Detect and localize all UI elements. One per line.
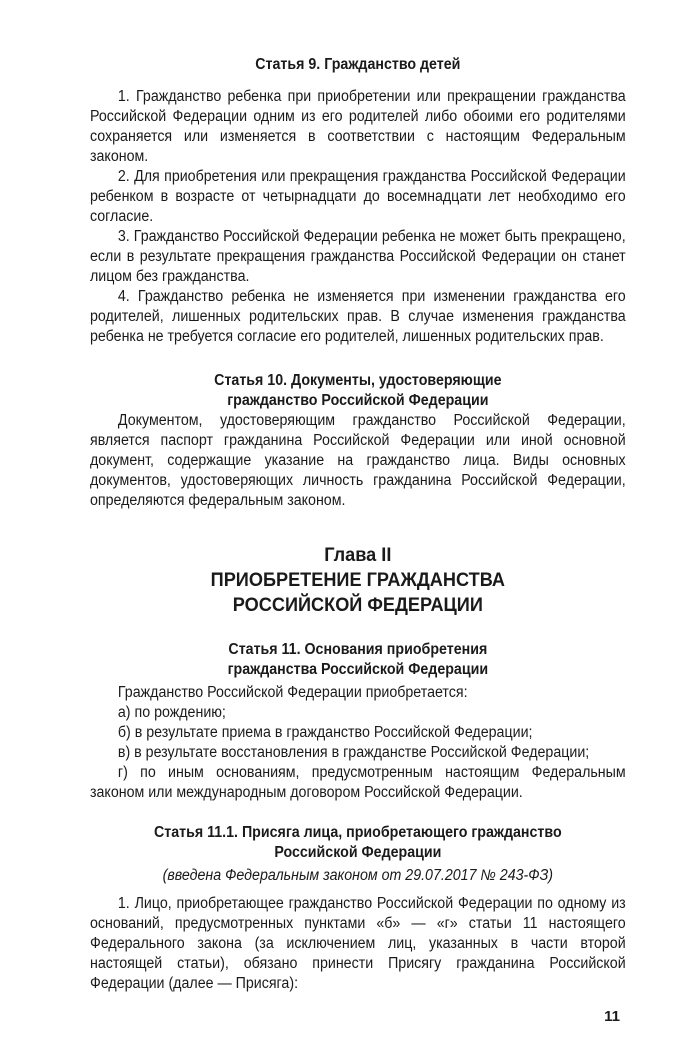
page-number: 11 (604, 1008, 620, 1025)
article-11-item-a: а) по рождению; (117, 704, 226, 721)
article-11-item-v: в) в результате восстановления в гражданстве Российской Федерации; (117, 744, 590, 761)
article-11-item-b: б) в результате приема в гражданство Российской Федерации; (117, 724, 533, 741)
article-9-paragraph-4: 4. Гражданство ребенка не изменяется при изменении гражданства его родителей, лишенных родительских прав. В случае изменения гражданства ребенка не требуется согласие его родителей, лишенных родительских прав. (90, 288, 626, 345)
article-9-heading: Статья 9. Гражданство детей (255, 56, 461, 73)
article-11-1-paragraph-1: 1. Лицо, приобретающее гражданство Российской Федерации по одному из оснований, предусмотренных пунктами «б» — «г» статьи 11 настоящего Федерального закона (за исключением лиц, указанных в части второй настоящей статьи), обязано принести Присягу гражданина Российской Федерации (далее — Присяга): (90, 895, 626, 992)
article-11-1-heading-line-1: Статья 11.1. Присяга лица, приобретающего гражданство (154, 824, 562, 841)
chapter-number: Глава II (324, 544, 392, 566)
page-content (90, 0, 626, 994)
article-11-heading-line-1: Статья 11. Основания приобретения (228, 641, 488, 658)
article-11-item-g: г) по иным основаниям, предусмотренным настоящим Федеральным законом или международным договором Российской Федерации. (90, 764, 626, 801)
article-9-paragraph-2: 2. Для приобретения или прекращения гражданства Российской Федерации ребенком в возрасте от четырнадцати до восемнадцати лет необходимо его согласие. (90, 168, 626, 225)
article-9-paragraph-1: 1. Гражданство ребенка при приобретении или прекращении гражданства Российской Федерации одним из его родителей либо обоими его родителями сохраняется или изменяется в соответствии с настоящим Федеральным законом. (90, 88, 626, 165)
article-11-heading-line-2: гражданства Российской Федерации (227, 661, 489, 678)
article-10-paragraph-1: Документом, удостоверяющим гражданство Российской Федерации, является паспорт гражданина Российской Федерации или иной основной документ, содержащие указание на гражданство лица. Виды основных документов, удостоверяющих личность гражданина Российской Федерации, определяются федеральным законом. (90, 412, 626, 509)
article-10-heading-line-2: гражданство Российской Федерации (227, 392, 489, 409)
article-9-paragraph-3: 3. Гражданство Российской Федерации ребенка не может быть прекращено, если в результате прекращения гражданства Российской Федерации он станет лицом без гражданства. (90, 228, 626, 285)
article-11-intro: Гражданство Российской Федерации приобретается: (117, 684, 468, 701)
article-11-1-amendment-note: (введена Федеральным законом от 29.07.2017 № 243-ФЗ) (162, 867, 554, 884)
article-11-1-heading-line-2: Российской Федерации (274, 844, 442, 861)
chapter-title-line-1: ПРИОБРЕТЕНИЕ ГРАЖДАНСТВА (210, 569, 506, 591)
article-10-heading-line-1: Статья 10. Документы, удостоверяющие (214, 372, 502, 389)
chapter-title-line-2: РОССИЙСКОЙ ФЕДЕРАЦИИ (232, 594, 483, 616)
